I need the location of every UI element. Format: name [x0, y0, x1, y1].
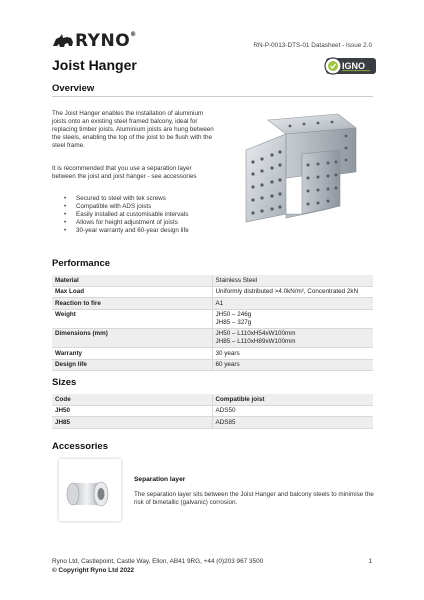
tape-roll-icon — [59, 459, 121, 521]
sizes-table — [52, 394, 373, 429]
size-code: JH50 — [52, 405, 212, 417]
table-cell-value — [212, 309, 373, 328]
table-row — [52, 328, 373, 347]
rhino-logo-icon — [52, 34, 74, 48]
column-header-code: Code — [52, 394, 212, 405]
ryno-logo — [52, 31, 137, 51]
table-row — [52, 286, 373, 298]
compatible-joist: ADS50 — [212, 405, 373, 417]
overview-paragraph: The Joist Hanger enables the installation of aluminium joists onto an existing steel framed balcony, ideal for replacing timber joists. Aluminium joists are hung between the steels, enabling the top of the joist to be flush with the steel frame. — [52, 110, 214, 149]
size-code: JH85 — [52, 417, 212, 429]
footer-address: Ryno Ltd, Castlepoint, Castle Way, Ellon, AB41 9RG, +44 (0)203 967 3500 — [52, 558, 264, 565]
table-row — [52, 417, 373, 429]
compatible-joist: ADS85 — [212, 417, 373, 429]
table-row — [52, 359, 373, 371]
value-line: JH85 – 327g — [215, 318, 252, 326]
performance-table — [52, 275, 373, 371]
accessory-title: Separation layer — [134, 476, 186, 483]
badge-text: IGNO — [342, 61, 366, 71]
list-item: • 30-year warranty and 60-year design life — [64, 227, 244, 235]
value-line: JH50 – L110xH54xW100mm — [215, 330, 296, 338]
separation-layer-thumbnail — [59, 459, 121, 521]
logo-text: RYNO — [75, 31, 131, 51]
list-item: • Compatible with ADS joists — [64, 203, 244, 211]
joist-hanger-image — [228, 110, 368, 225]
column-header-joist: Compatible joist — [212, 394, 373, 405]
page-title: Joist Hanger — [52, 57, 137, 73]
table-cell-label: Design life — [52, 359, 212, 371]
table-cell-label: Max Load — [52, 286, 212, 298]
table-cell-value: Stainless Steel — [212, 275, 373, 286]
value-line: JH85 – L110xH89xW100mm — [215, 338, 296, 346]
logo-registered-mark: ® — [130, 31, 137, 38]
overview-recommendation: It is recommended that you use a separation layer between the joist and joist hanger - see accessories — [52, 165, 197, 180]
table-cell-label: Material — [52, 275, 212, 286]
table-cell-value: 60 years — [212, 359, 373, 371]
igno-badge — [323, 57, 377, 75]
page-number: 1 — [368, 558, 372, 565]
table-cell-value: 30 years — [212, 348, 373, 360]
list-item: • Easily installed at customisable intervals — [64, 211, 244, 219]
table-cell-value: A1 — [212, 298, 373, 310]
table-row — [52, 348, 373, 360]
table-cell-value — [212, 328, 373, 347]
value-line: JH50 – 246g — [215, 311, 252, 319]
list-item: • Secured to steel with tek screws — [64, 195, 244, 203]
overview-divider — [52, 96, 373, 97]
table-cell-label: Reaction to fire — [52, 298, 212, 310]
table-row — [52, 309, 373, 328]
table-row — [52, 298, 373, 310]
performance-heading: Performance — [52, 258, 111, 269]
table-row — [52, 405, 373, 417]
list-item: • Allows for height adjustment of joists — [64, 219, 244, 227]
table-cell-label: Warranty — [52, 348, 212, 360]
table-cell-label: Weight — [52, 309, 212, 328]
table-cell-value: Uniformly distributed >4.0kN/m², Concentrated 2kN — [212, 286, 373, 298]
table-row — [52, 275, 373, 286]
accessories-heading: Accessories — [52, 441, 108, 452]
feature-list — [64, 195, 244, 235]
sizes-heading: Sizes — [52, 377, 77, 388]
overview-heading: Overview — [52, 83, 95, 94]
table-header-row — [52, 394, 373, 405]
footer-copyright: © Copyright Ryno Ltd 2022 — [52, 567, 135, 574]
accessory-description: The separation layer sits between the Joist Hanger and balcony steels to minimise the risk of bimetallic (galvanic) corrosion. — [134, 491, 374, 506]
document-reference: RN-P-0013-DTS-01 Datasheet - Issue 2.0 — [253, 42, 372, 49]
table-cell-label: Dimensions (mm) — [52, 328, 212, 347]
